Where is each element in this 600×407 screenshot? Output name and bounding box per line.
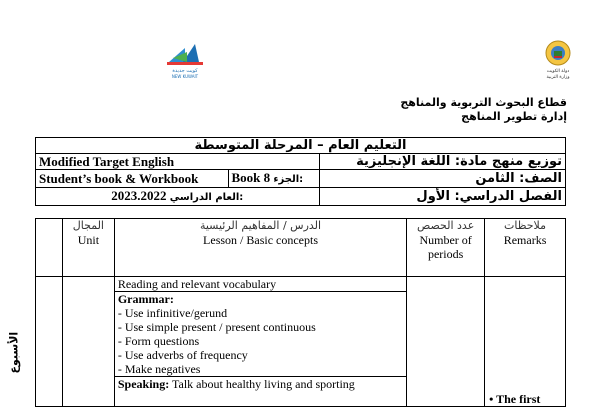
week-side-label: الأسبوع xyxy=(7,331,21,374)
lesson-cell xyxy=(114,277,406,407)
periods-col-en: Number of periods xyxy=(419,233,472,261)
periods-col-ar: عدد الحصص xyxy=(417,219,475,232)
lesson-col-header xyxy=(114,219,406,277)
unit-cell xyxy=(62,277,114,407)
ministry-heading xyxy=(400,96,567,124)
svg-text:كويت جديدة: كويت جديدة xyxy=(172,68,198,74)
year-value: 2023.2022 xyxy=(111,188,167,203)
course-header-table xyxy=(35,137,566,206)
grammar-title: Grammar: xyxy=(117,292,174,306)
new-kuwait-logo xyxy=(163,40,207,80)
speaking-label: Speaking: xyxy=(117,377,170,391)
svg-text:دولة الكويت: دولة الكويت xyxy=(546,69,570,74)
periods-cell xyxy=(407,277,485,407)
curriculum-table xyxy=(35,218,566,407)
ministry-line-1: قطاع البحوث التربوية والمناهج xyxy=(400,96,567,109)
grammar-block xyxy=(115,292,406,377)
book-part xyxy=(228,170,319,188)
remarks-col-en: Remarks xyxy=(503,233,547,247)
grade-label: الصف: الثامن xyxy=(319,170,565,188)
academic-year xyxy=(36,188,320,206)
periods-col-header xyxy=(407,219,485,277)
unit-col-header xyxy=(62,219,114,277)
book-title: Student’s book & Workbook xyxy=(36,170,229,188)
remarks-col-header xyxy=(485,219,566,277)
week-cell xyxy=(36,277,63,407)
grammar-item: - Use infinitive/gerund xyxy=(117,306,228,320)
lesson-col-ar: الدرس / المفاهيم الرئيسية xyxy=(199,219,322,232)
speaking-text: Talk about healthy living and sporting xyxy=(172,377,355,391)
remarks-cell xyxy=(485,277,566,407)
stage-title: التعليم العام – المرحلة المتوسطة xyxy=(36,138,566,154)
kuwait-emblem-logo xyxy=(543,37,573,87)
grammar-item: - Form questions xyxy=(117,334,200,348)
week-col-header xyxy=(36,219,63,277)
grammar-item: - Use simple present / present continuous xyxy=(117,320,316,334)
course-name: Modified Target English xyxy=(36,154,320,170)
reading-row: Reading and relevant vocabulary xyxy=(115,277,406,292)
grammar-item: - Make negatives xyxy=(117,362,201,376)
grammar-item: - Use adverbs of frequency xyxy=(117,348,248,362)
svg-text:وزارة التربية: وزارة التربية xyxy=(546,75,570,80)
remark-first: • The first xyxy=(489,392,541,406)
part-label: الجزء: xyxy=(273,174,304,185)
term-label: الفصل الدراسي: الأول xyxy=(319,188,565,206)
remarks-col-ar: ملاحظات xyxy=(504,219,547,232)
book-number: Book 8 xyxy=(231,170,271,185)
ministry-line-2: إدارة تطوير المناهج xyxy=(461,110,567,123)
lesson-col-en: Lesson / Basic concepts xyxy=(203,233,319,247)
unit-col-en: Unit xyxy=(77,233,100,247)
course-subject-ar: توزيع منهج مادة: اللغة الإنجليزية xyxy=(319,154,565,170)
speaking-row xyxy=(115,377,406,391)
svg-text:NEW KUWAIT: NEW KUWAIT xyxy=(171,74,199,79)
unit-col-ar: المجال xyxy=(72,219,104,232)
year-label: العام الدراسي: xyxy=(169,192,244,203)
